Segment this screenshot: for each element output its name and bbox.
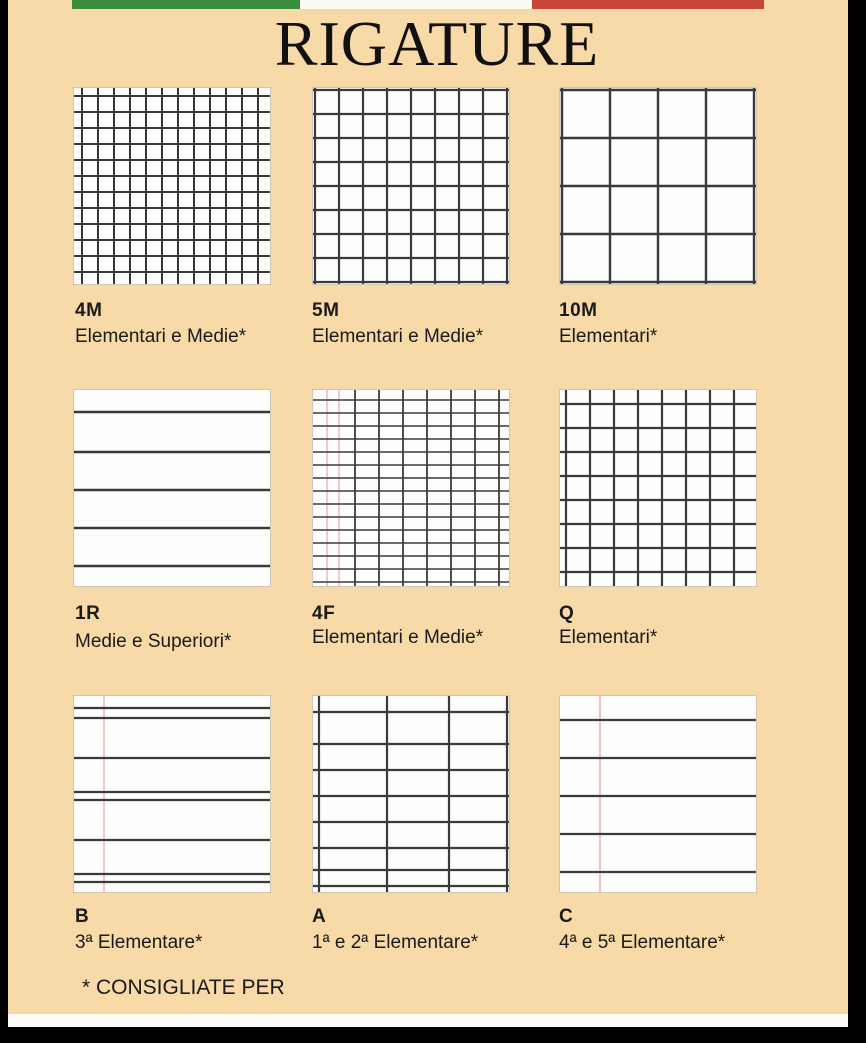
ruling-pattern xyxy=(74,88,270,284)
ruling-code-a: A xyxy=(312,906,327,927)
ruling-pattern xyxy=(560,88,756,284)
ruling-sample-4m xyxy=(74,88,270,284)
ruling-sample-1r xyxy=(74,390,270,586)
ruling-code-1r: 1R xyxy=(75,603,101,624)
footnote: * CONSIGLIATE PER xyxy=(82,976,285,999)
ruling-use-c: 4ª e 5ª Elementare* xyxy=(559,932,726,953)
ruling-code-q: Q xyxy=(559,603,575,624)
ruling-pattern xyxy=(560,696,756,892)
ruling-use-b: 3ª Elementare* xyxy=(75,932,203,953)
ruling-sample-b xyxy=(74,696,270,892)
ruling-use-1r: Medie e Superiori* xyxy=(75,631,232,652)
ruling-sample-a xyxy=(313,696,509,892)
bottom-border xyxy=(8,1014,848,1027)
ruling-use-4m: Elementari e Medie* xyxy=(75,326,247,347)
poster xyxy=(8,0,848,1027)
ruling-sample-c xyxy=(560,696,756,892)
ruling-sample-q xyxy=(560,390,756,586)
ruling-code-4f: 4F xyxy=(312,603,336,624)
ruling-pattern xyxy=(560,390,756,586)
ruling-use-4f: Elementari e Medie* xyxy=(312,627,484,648)
ruling-code-10m: 10M xyxy=(559,300,598,321)
page-title: RIGATURE xyxy=(274,8,600,79)
ruling-pattern xyxy=(74,390,270,586)
ruling-code-4m: 4M xyxy=(75,300,103,321)
ruling-pattern xyxy=(313,390,509,586)
ruling-pattern xyxy=(313,696,509,892)
ruling-sample-4f xyxy=(313,390,509,586)
ruling-use-10m: Elementari* xyxy=(559,326,658,347)
ruling-pattern xyxy=(313,88,509,284)
ruling-code-5m: 5M xyxy=(312,300,340,321)
ruling-use-a: 1ª e 2ª Elementare* xyxy=(312,932,479,953)
ruling-sample-5m xyxy=(313,88,509,284)
ruling-use-q: Elementari* xyxy=(559,627,658,648)
ruling-code-c: C xyxy=(559,906,574,927)
ruling-code-b: B xyxy=(75,906,90,927)
ruling-use-5m: Elementari e Medie* xyxy=(312,326,484,347)
ruling-pattern xyxy=(74,696,270,892)
right-border xyxy=(848,0,866,1043)
ruling-sample-10m xyxy=(560,88,756,284)
